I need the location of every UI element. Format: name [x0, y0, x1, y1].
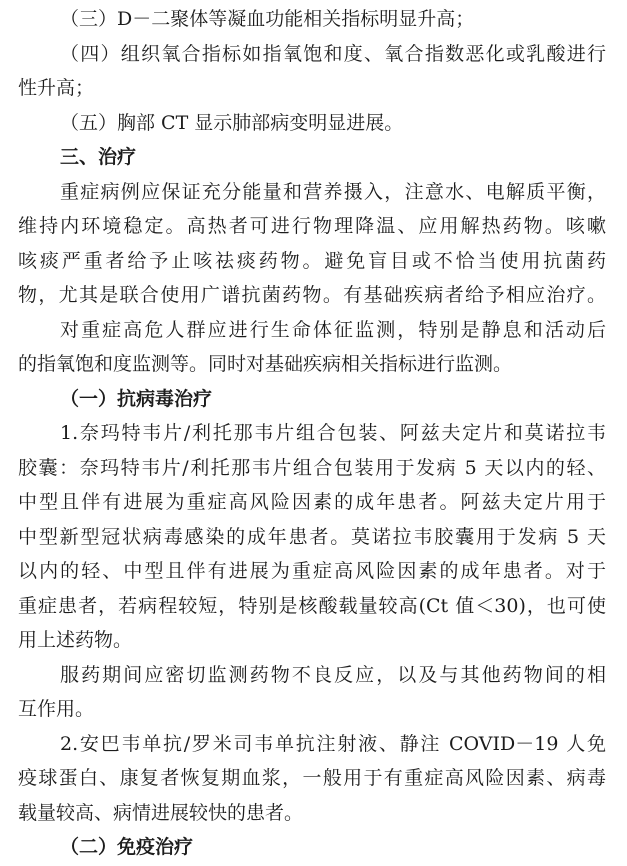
paragraph: [18, 2, 606, 37]
subsection-heading: （一）抗病毒治疗: [60, 387, 213, 410]
paragraph-line: 互作用。: [18, 698, 95, 720]
section-heading: 三、治疗: [60, 146, 137, 168]
paragraph-line: 载量较高、病情进展较快的患者。: [18, 801, 304, 824]
subsection-heading: （二）免疫治疗: [60, 836, 194, 858]
paragraph-line: 2.安巴韦单抗/罗米司韦单抗注射液、静注 COVID－19 人免: [60, 732, 606, 755]
paragraph-line: 以内的轻、中型且伴有进展为重症高风险因素的成年患者。对于: [18, 560, 606, 582]
paragraph: [18, 37, 606, 106]
paragraph-line: 重症病例应保证充分能量和营养摄入，注意水、电解质平衡，: [60, 180, 606, 203]
paragraph: [18, 106, 606, 141]
paragraph-line: 疫球蛋白、康复者恢复期血浆，一般用于有重症高风险因素、病毒: [18, 767, 606, 789]
paragraph-line: 的指氧饱和度监测等。同时对基础疾病相关指标进行监测。: [18, 353, 513, 375]
paragraph-line: 重症患者，若病程较短，特别是核酸载量较高(Ct 值＜30)，也可使: [18, 594, 606, 617]
paragraph-line: 中型新型冠状病毒感染的成年患者。莫诺拉韦胶囊用于发病 5 天: [18, 525, 606, 548]
paragraph-line: 中型且伴有进展为重症高风险因素的成年患者。阿兹夫定片用于: [18, 491, 606, 513]
paragraph-line: （五）胸部 CT 显示肺部病变明显进展。: [60, 111, 404, 134]
paragraph: [18, 416, 606, 658]
paragraph-line: （三）D－二聚体等凝血功能相关指标明显升高；: [60, 8, 475, 30]
paragraph-line: 物，尤其是联合使用广谱抗菌药物。有基础疾病者给予相应治疗。: [18, 284, 606, 306]
paragraph: [18, 313, 606, 382]
paragraph-line: 性升高；: [18, 77, 95, 99]
paragraph: [18, 658, 606, 727]
paragraph-line: 咳痰严重者给予止咳祛痰药物。避免盲目或不恰当使用抗菌药: [18, 249, 606, 272]
paragraph-line: 对重症高危人群应进行生命体征监测，特别是静息和活动后: [60, 318, 606, 341]
paragraph-line: 服药期间应密切监测药物不良反应，以及与其他药物间的相: [60, 663, 606, 686]
paragraph-line: 胶囊：奈玛特韦片/利托那韦片组合包装用于发病 5 天以内的轻、: [18, 456, 606, 479]
paragraph-line: 1.奈玛特韦片/利托那韦片组合包装、阿兹夫定片和莫诺拉韦: [60, 422, 606, 444]
paragraph-line: （四）组织氧合指标如指氧饱和度、氧合指数恶化或乳酸进行: [60, 42, 606, 65]
paragraph: [18, 727, 606, 831]
paragraph-line: 用上述药物。: [18, 629, 133, 651]
paragraph-line: 维持内环境稳定。高热者可进行物理降温、应用解热药物。咳嗽: [18, 215, 606, 237]
paragraph: [18, 175, 606, 313]
